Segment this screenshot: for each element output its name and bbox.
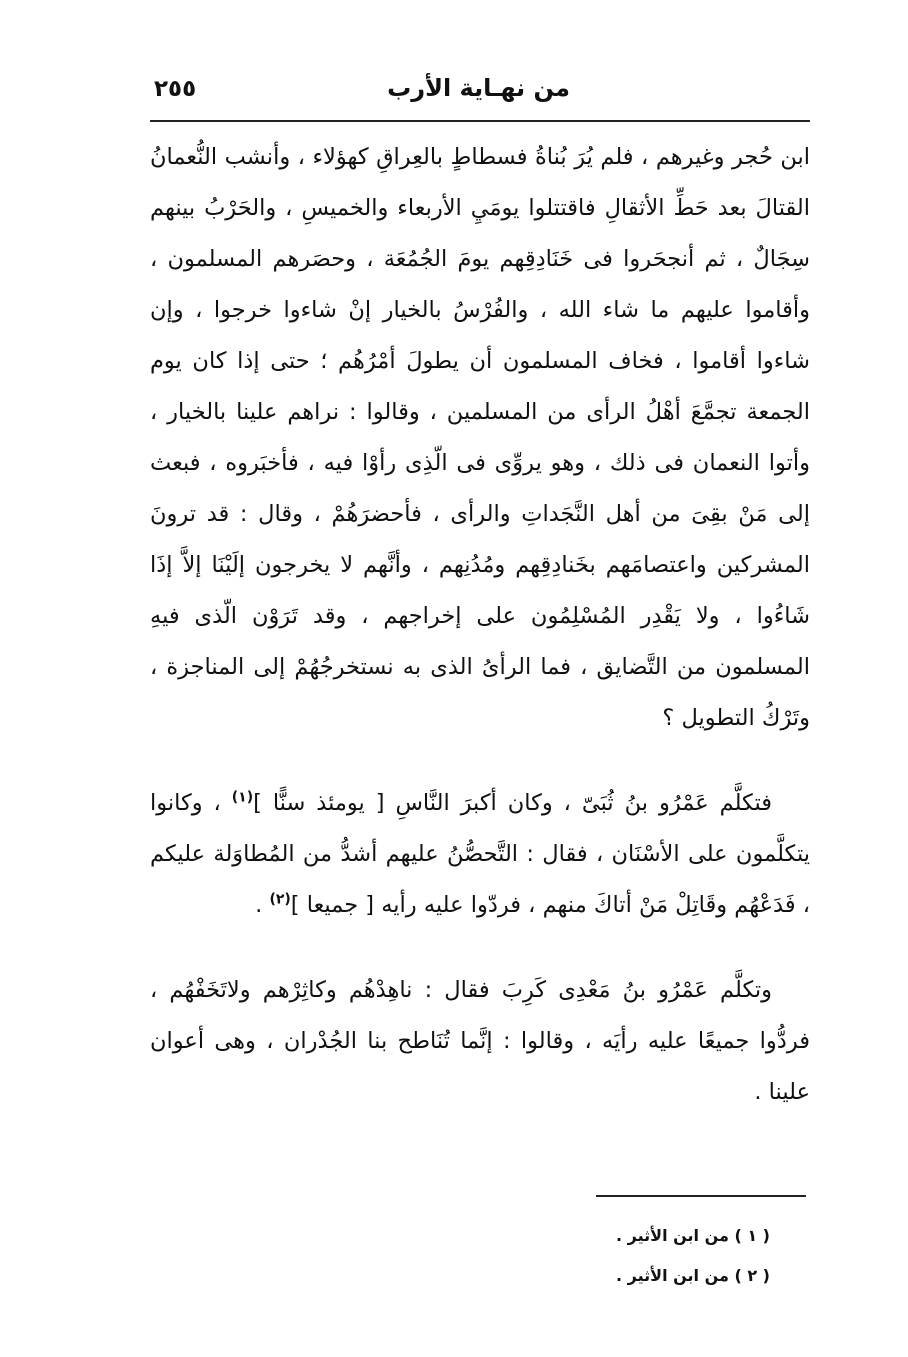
page-number: ٢٥٥ [154,76,197,102]
footnote-rule [596,1195,806,1197]
page-header [150,72,810,116]
footnote-ref-1: (١) [231,789,254,806]
footnote-1: ( ١ ) من ابن الأثير . [616,1226,770,1245]
footnote-2: ( ٢ ) من ابن الأثير . [616,1266,770,1285]
main-text [150,132,810,1118]
paragraph-2-text: فتكلَّم عَمْرُو بنُ ثُبَىّ ، وكان أكبرَ النَّاسِ [ يومئذ سنًّا ] [253,790,773,816]
paragraph-1-text: ابن حُجر وغيرهم ، فلم يُرَ بُناةُ فسطاطٍ بالعِراقِ كهؤلاء ، وأنشب النُّعمانُ القتالَ بعد حَطِّ الأثقالِ فاقتتلوا يومَيِ الأربعاء والخميسِ ، والحَرْبُ بينهم سِجَالٌ ، ثم أنجحَروا فى خَنَادِقِهم يومَ الجُمُعَة ، وحصَرهم المسلمون ، وأقاموا عليهم ما شاء الله ، والفُرْسُ بالخيار إنْ شاءوا خرجوا ، وإن شاءوا أقاموا ، فخاف المسلمون أن يطولَ أمْرُهُم ؛ حتى إذا كان يوم الجمعة تجمَّعَ أهْلُ الرأى من المسلمين ، وقالوا : نراهم علينا بالخيار ، وأتوا النعمان فى ذلك ، وهو يروِّى فى الّذِى رأوْا فيه ، فأخبَروه ، فبعث إلى مَنْ بقِىَ من أهل النَّجَداتِ والرأى ، فأحضرَهُمْ ، وقال : قد ترونَ المشركين واعتصامَهم بخَنادِقِهم ومُدُنِهم ، وأنَّهم لا يخرجون إلَيْنَا إلاَّ إذَا شَاءُوا ، ولا يَقْدِر المُسْلِمُون على إخراجهم ، وقد تَرَوْن الّذى فيهِ المسلمون من التَّضايق ، فما الرأىُ الذى به نستخرجُهُمْ إلى المناجزة ، وتَرْكُ التطويل ؟ [150,144,810,731]
running-title: من نهـاية الأرب [387,74,570,102]
footnote-ref-2: (٢) [269,891,291,908]
footnotes [430,1222,770,1302]
paragraph-1 [150,132,810,744]
paragraph-2 [150,778,810,931]
paragraph-3-text: وتكلَّم عَمْرُو بنُ مَعْدِى كَرِبَ فقال : ناهِدْهُم وكاثِرْهم ولاتَخَفْهُم ، فردُّوا جميعًا عليه رأيَه ، وقالوا : إنَّما تُنَاطح بنا الجُدْران ، وهى أعوان علينا . [150,977,810,1105]
paragraph-2-text-continued: ، وكانوا يتكلَّمون على الأسْنَان ، فقال : التَّحصُّنُ عليهم أشدُّ من المُطاوَلة عليكم ، فَدَعْهُم وقَاتِلْ مَنْ أتاكَ منهم ، فردّوا عليه رأيه [ جميعا ] [150,790,810,918]
paragraph-3 [150,965,810,1118]
paragraph-2-text-end: . [255,892,270,918]
header-rule [150,120,810,122]
